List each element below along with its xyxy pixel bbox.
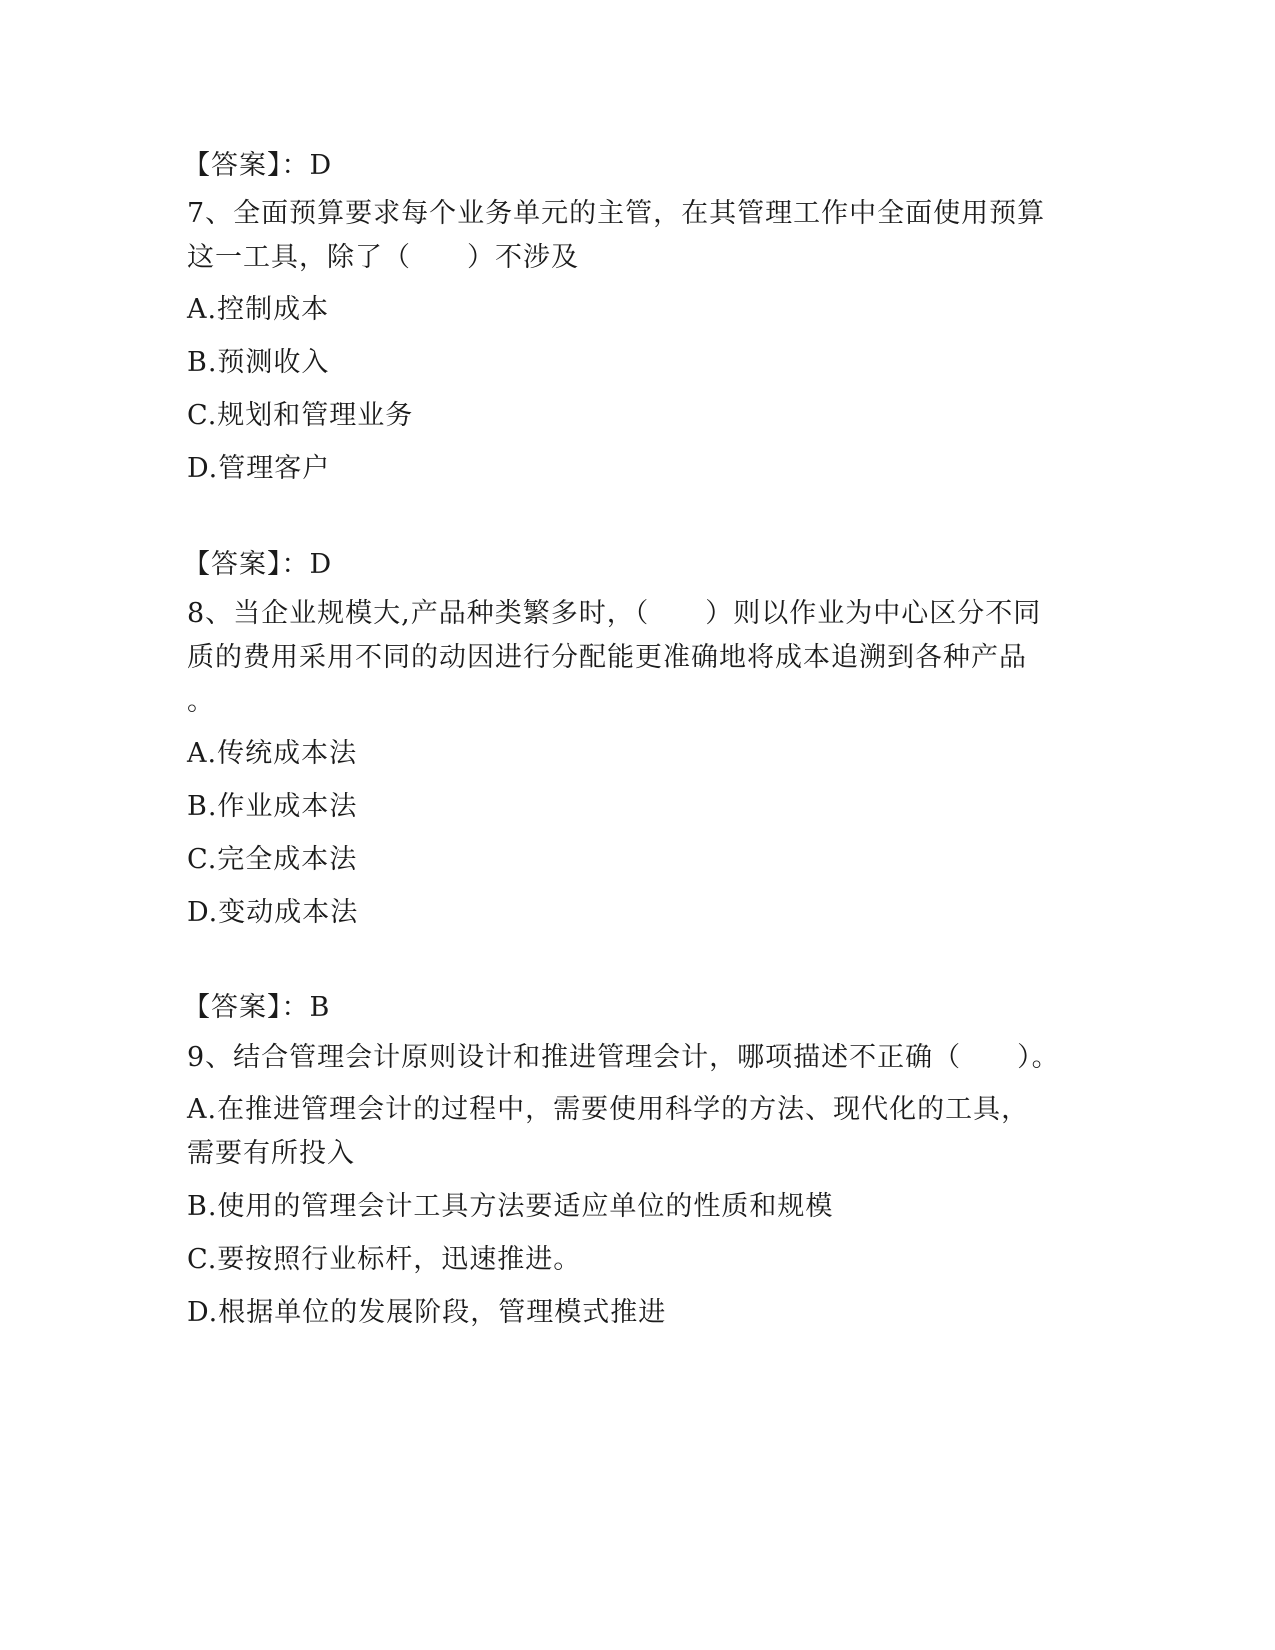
question-8-option-d: D.变动成本法: [187, 897, 359, 928]
question-9-option-a-line-1: A.在推进管理会计的过程中，需要使用科学的方法、现代化的工具，: [187, 1094, 1030, 1125]
answer-label: 【答案】：B: [183, 992, 331, 1023]
question-7-text-line-1: 7、全面预算要求每个业务单元的主管，在其管理工作中全面使用预算: [187, 198, 1046, 229]
question-9-text-line-1: 9、结合管理会计原则设计和推进管理会计，哪项描述不正确（ ）。: [187, 1042, 1060, 1073]
question-7-option-a: A.控制成本: [187, 294, 330, 325]
question-9-option-c: C.要按照行业标杆，迅速推进。: [187, 1244, 582, 1275]
question-9-option-a-line-2: 需要有所投入: [187, 1138, 355, 1169]
question-9-option-b: B.使用的管理会计工具方法要适应单位的性质和规模: [187, 1191, 834, 1222]
question-8-text-line-1: 8、当企业规模大,产品种类繁多时，（ ）则以作业为中心区分不同: [187, 598, 1042, 629]
question-8-option-b: B.作业成本法: [187, 791, 358, 822]
question-8-option-c: C.完全成本法: [187, 844, 358, 875]
answer-label: 【答案】：D: [183, 549, 333, 580]
question-9-option-d: D.根据单位的发展阶段，管理模式推进: [187, 1297, 667, 1328]
question-7-option-b: B.预测收入: [187, 347, 330, 378]
question-8-text-line-3: 。: [187, 686, 215, 717]
question-8-option-a: A.传统成本法: [187, 738, 358, 769]
question-7-text-line-2: 这一工具，除了（ ）不涉及: [187, 242, 579, 273]
question-7-option-d: D.管理客户: [187, 453, 331, 484]
answer-label: 【答案】：D: [183, 150, 333, 181]
question-8-text-line-2: 质的费用采用不同的动因进行分配能更准确地将成本追溯到各种产品: [187, 642, 1027, 673]
question-7-option-c: C.规划和管理业务: [187, 400, 414, 431]
